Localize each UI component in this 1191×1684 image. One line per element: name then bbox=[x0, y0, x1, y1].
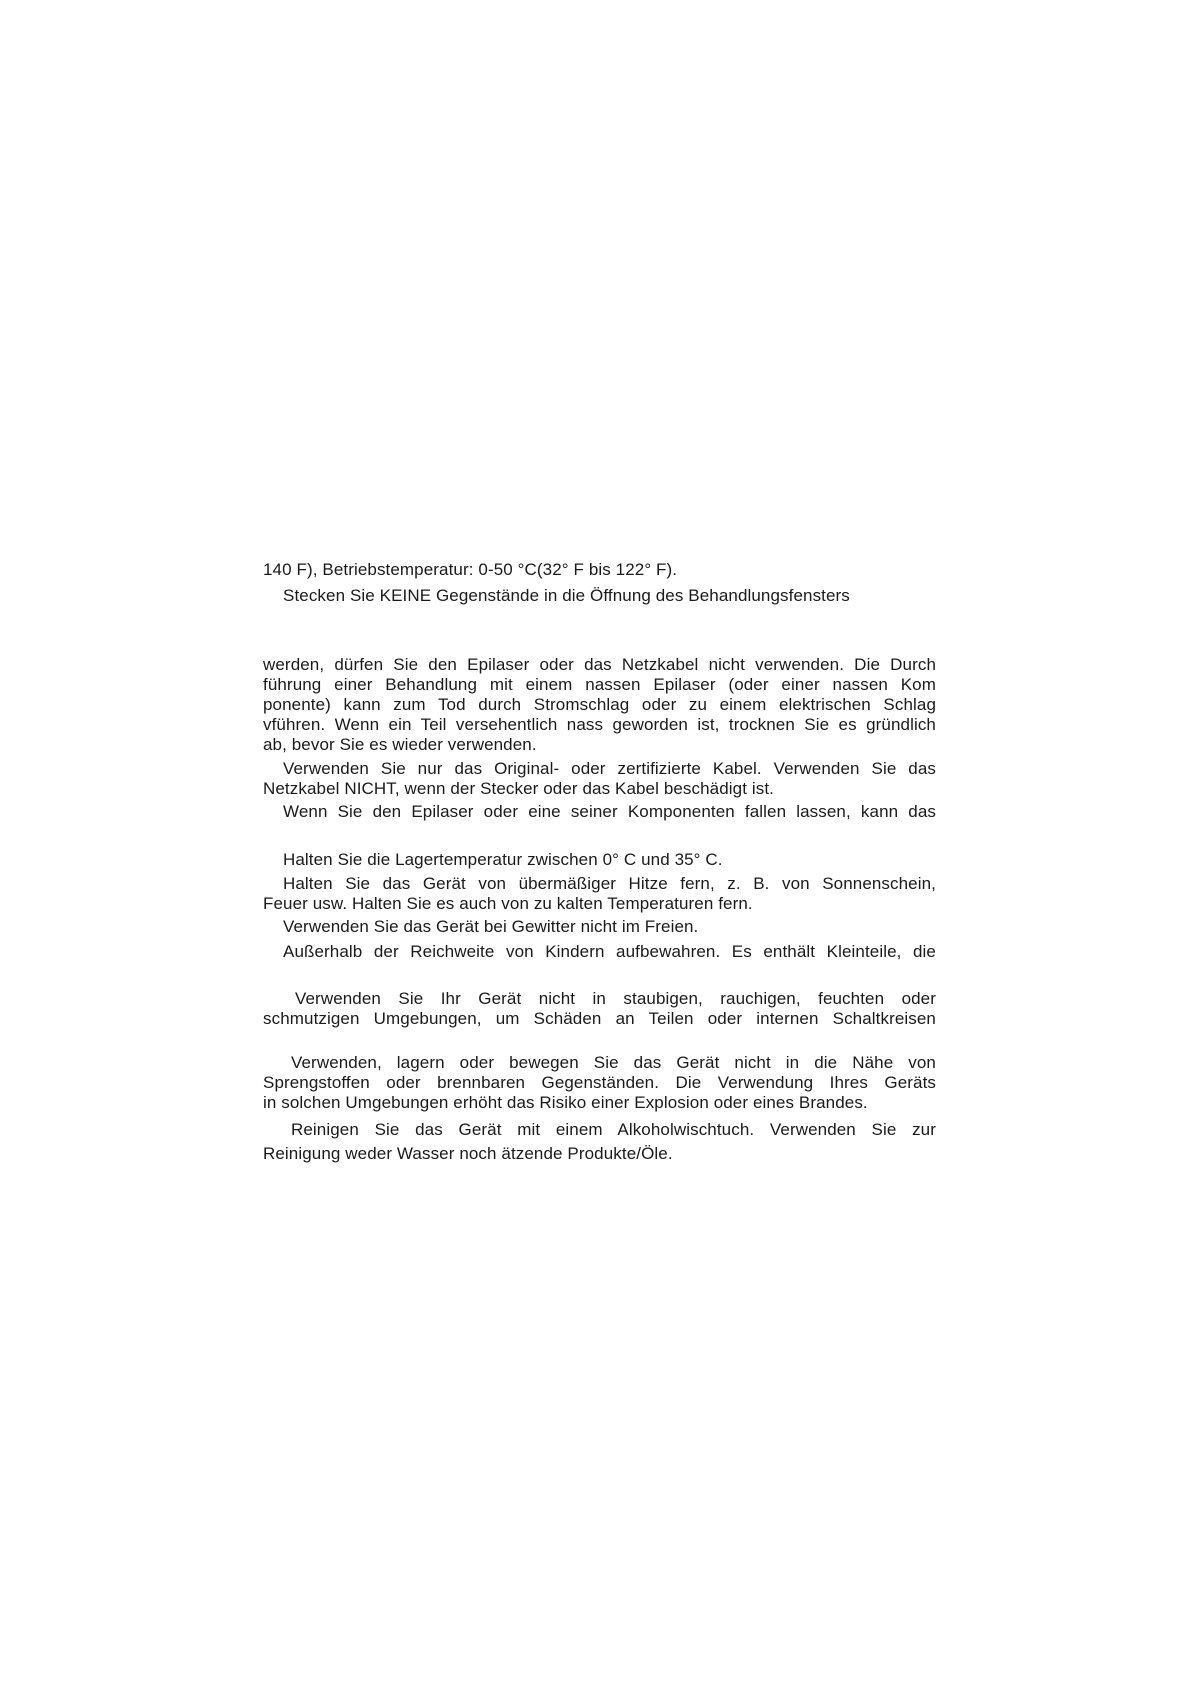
text-line: schmutzigen Umgebungen, um Schäden an Teilen oder internen Schaltkreisen bbox=[263, 1009, 936, 1028]
paragraph-storage-temperature bbox=[263, 850, 936, 870]
text-line: führung einer Behandlung mit einem nassen Epilaser (oder einer nassen Kom bbox=[263, 675, 936, 694]
paragraph-cleaning bbox=[263, 1120, 936, 1164]
text-line: Sprengstoffen oder brennbaren Gegenständen. Die Verwendung Ihres Geräts bbox=[263, 1073, 936, 1092]
paragraph-heat bbox=[263, 874, 936, 914]
text-line: Halten Sie das Gerät von übermäßiger Hitze fern, z. B. von Sonnenschein, bbox=[283, 874, 936, 893]
text-line: Feuer usw. Halten Sie es auch von zu kalten Temperaturen fern. bbox=[263, 894, 753, 913]
paragraph-dusty-environments bbox=[263, 989, 936, 1029]
text-block-operating-temperature bbox=[263, 560, 936, 580]
text-line: Verwenden Sie das Gerät bei Gewitter nicht im Freien. bbox=[283, 917, 699, 936]
text-line: Reinigung weder Wasser noch ätzende Produkte/Öle. bbox=[263, 1144, 673, 1163]
paragraph-wet-device bbox=[263, 655, 936, 755]
text-block-objects-warning bbox=[263, 586, 936, 606]
text-line: Außerhalb der Reichweite von Kindern aufbewahren. Es enthält Kleinteile, die bbox=[283, 942, 936, 961]
paragraph-drop bbox=[263, 802, 936, 822]
text-line: Reinigen Sie das Gerät mit einem Alkoholwischtuch. Verwenden Sie zur bbox=[291, 1120, 936, 1139]
text-line: ponente) kann zum Tod durch Stromschlag oder zu einem elektrischen Schlag bbox=[263, 695, 936, 714]
text-line: in solchen Umgebungen erhöht das Risiko einer Explosion oder eines Brandes. bbox=[263, 1093, 868, 1112]
text-line: werden, dürfen Sie den Epilaser oder das Netzkabel nicht verwenden. Die Durch bbox=[263, 655, 936, 674]
paragraph-explosives bbox=[263, 1053, 936, 1113]
text-line: Stecken Sie KEINE Gegenstände in die Öffnung des Behandlungsfensters bbox=[283, 586, 850, 605]
text-line: ab, bevor Sie es wieder verwenden. bbox=[263, 735, 537, 754]
text-line: Verwenden Sie Ihr Gerät nicht in staubigen, rauchigen, feuchten oder bbox=[295, 989, 936, 1008]
paragraph-children bbox=[263, 942, 936, 962]
text-line: Halten Sie die Lagertemperatur zwischen 0° C und 35° C. bbox=[283, 850, 723, 869]
paragraph-cable bbox=[263, 759, 936, 799]
text-line: 140 F), Betriebstemperatur: 0-50 °C(32° F bis 122° F). bbox=[263, 560, 678, 579]
text-line: Verwenden, lagern oder bewegen Sie das Gerät nicht in die Nähe von bbox=[291, 1053, 936, 1072]
text-line: Verwenden Sie nur das Original- oder zertifizierte Kabel. Verwenden Sie das bbox=[283, 759, 936, 778]
paragraph-thunderstorm bbox=[263, 917, 936, 937]
text-line: Wenn Sie den Epilaser oder eine seiner Komponenten fallen lassen, kann das bbox=[283, 802, 936, 821]
text-line: Netzkabel NICHT, wenn der Stecker oder das Kabel beschädigt ist. bbox=[263, 779, 774, 798]
text-line: vführen. Wenn ein Teil versehentlich nass geworden ist, trocknen Sie es gründlich bbox=[263, 715, 936, 734]
